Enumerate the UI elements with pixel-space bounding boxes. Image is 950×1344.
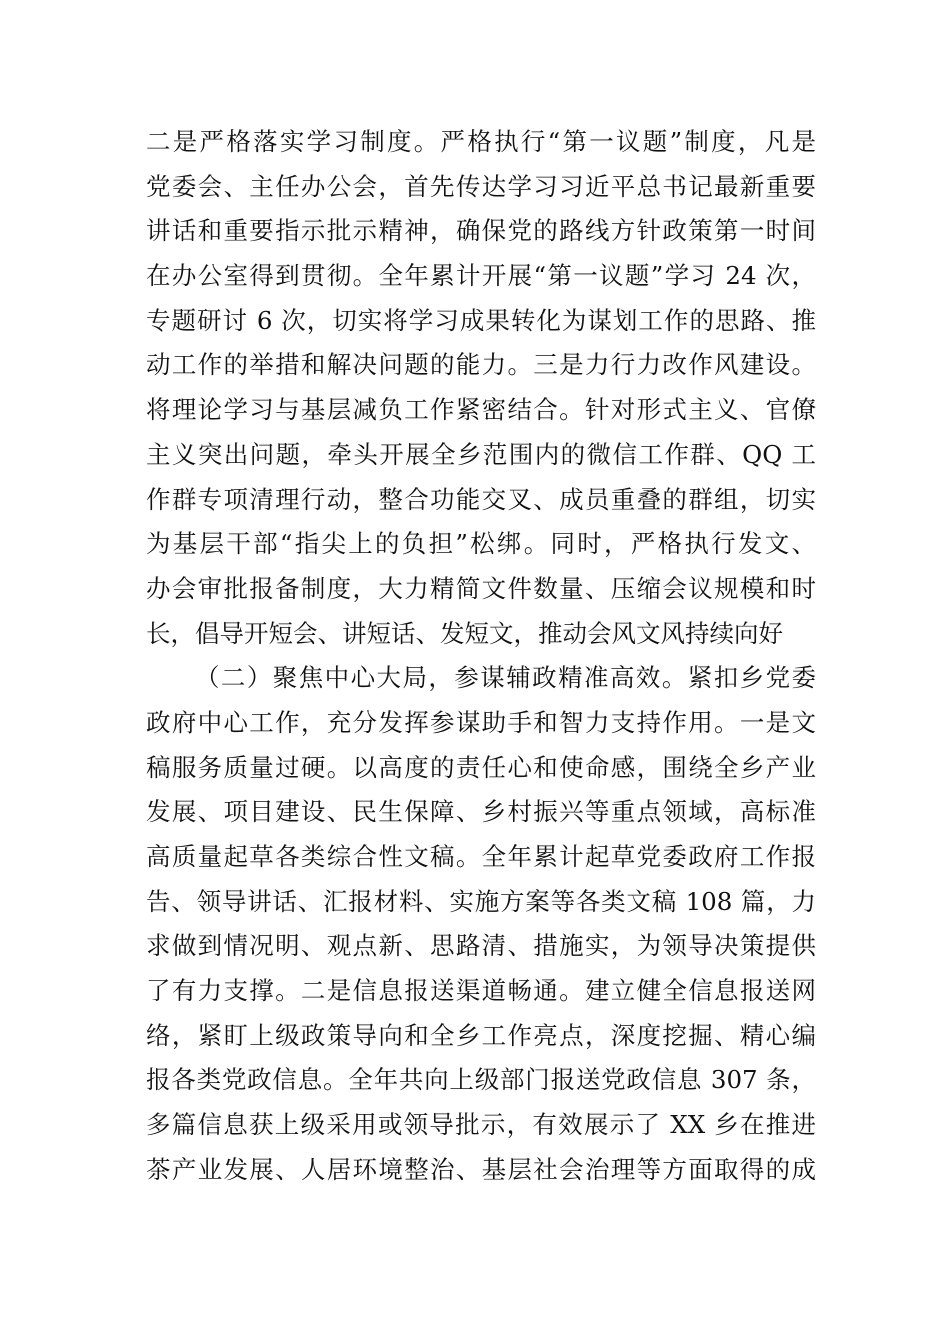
text-line: 办会审批报备制度，大力精简文件数量、压缩会议规模和时 <box>146 573 816 603</box>
text-line: 作群专项清理行动，整合功能交叉、成员重叠的群组，切实 <box>146 484 816 514</box>
text-line: 政府中心工作，充分发挥参谋助手和智力支持作用。一是文 <box>146 707 816 737</box>
text-line: 将理论学习与基层减负工作紧密结合。针对形式主义、官僚 <box>146 395 816 425</box>
text-line: 二是严格落实学习制度。严格执行“第一议题”制度，凡是 <box>146 127 816 156</box>
text-line: 多篇信息获上级采用或领导批示，有效展示了 XX 乡在推进 <box>146 1110 816 1140</box>
text-line: 茶产业发展、人居环境整治、基层社会治理等方面取得的成 <box>146 1154 816 1184</box>
text-line: 高质量起草各类综合性文稿。全年累计起草党委政府工作报 <box>146 842 816 871</box>
text-line: 主义突出问题，牵头开展全乡范围内的微信工作群、QQ 工 <box>146 439 816 469</box>
text-line: 党委会、主任办公会，首先传达学习习近平总书记最新重要 <box>146 171 816 201</box>
text-line: 报各类党政信息。全年共向上级部门报送党政信息 307 条， <box>146 1065 816 1095</box>
body-text <box>146 120 816 1193</box>
text-line: 为基层干部“指尖上的负担”松绑。同时，严格执行发文、 <box>146 529 816 559</box>
text-line: 专题研讨 6 次，切实将学习成果转化为谋划工作的思路、推 <box>146 305 816 335</box>
text-line: 动工作的举措和解决问题的能力。三是力行力改作风建设。 <box>146 350 816 380</box>
section-heading-line: （二）聚焦中心大局，参谋辅政精准高效。紧扣乡党委 <box>195 663 816 693</box>
text-line: 告、领导讲话、汇报材料、实施方案等各类文稿 108 篇，力 <box>146 886 816 916</box>
text-line: 了有力支撑。二是信息报送渠道畅通。建立健全信息报送网 <box>146 976 816 1006</box>
text-line: 讲话和重要指示批示精神，确保党的路线方针政策第一时间 <box>146 216 816 246</box>
text-line: 在办公室得到贯彻。全年累计开展“第一议题”学习 24 次， <box>146 261 816 291</box>
text-line: 长，倡导开短会、讲短话、发短文，推动会风文风持续向好 <box>146 618 783 648</box>
text-line: 络，紧盯上级政策导向和全乡工作亮点，深度挖掘、精心编 <box>146 1020 816 1050</box>
text-line: 求做到情况明、观点新、思路清、措施实，为领导决策提供 <box>146 931 816 961</box>
text-line: 稿服务质量过硬。以高度的责任心和使命感，围绕全乡产业 <box>146 752 816 782</box>
text-line: 发展、项目建设、民生保障、乡村振兴等重点领域，高标准 <box>146 797 816 827</box>
